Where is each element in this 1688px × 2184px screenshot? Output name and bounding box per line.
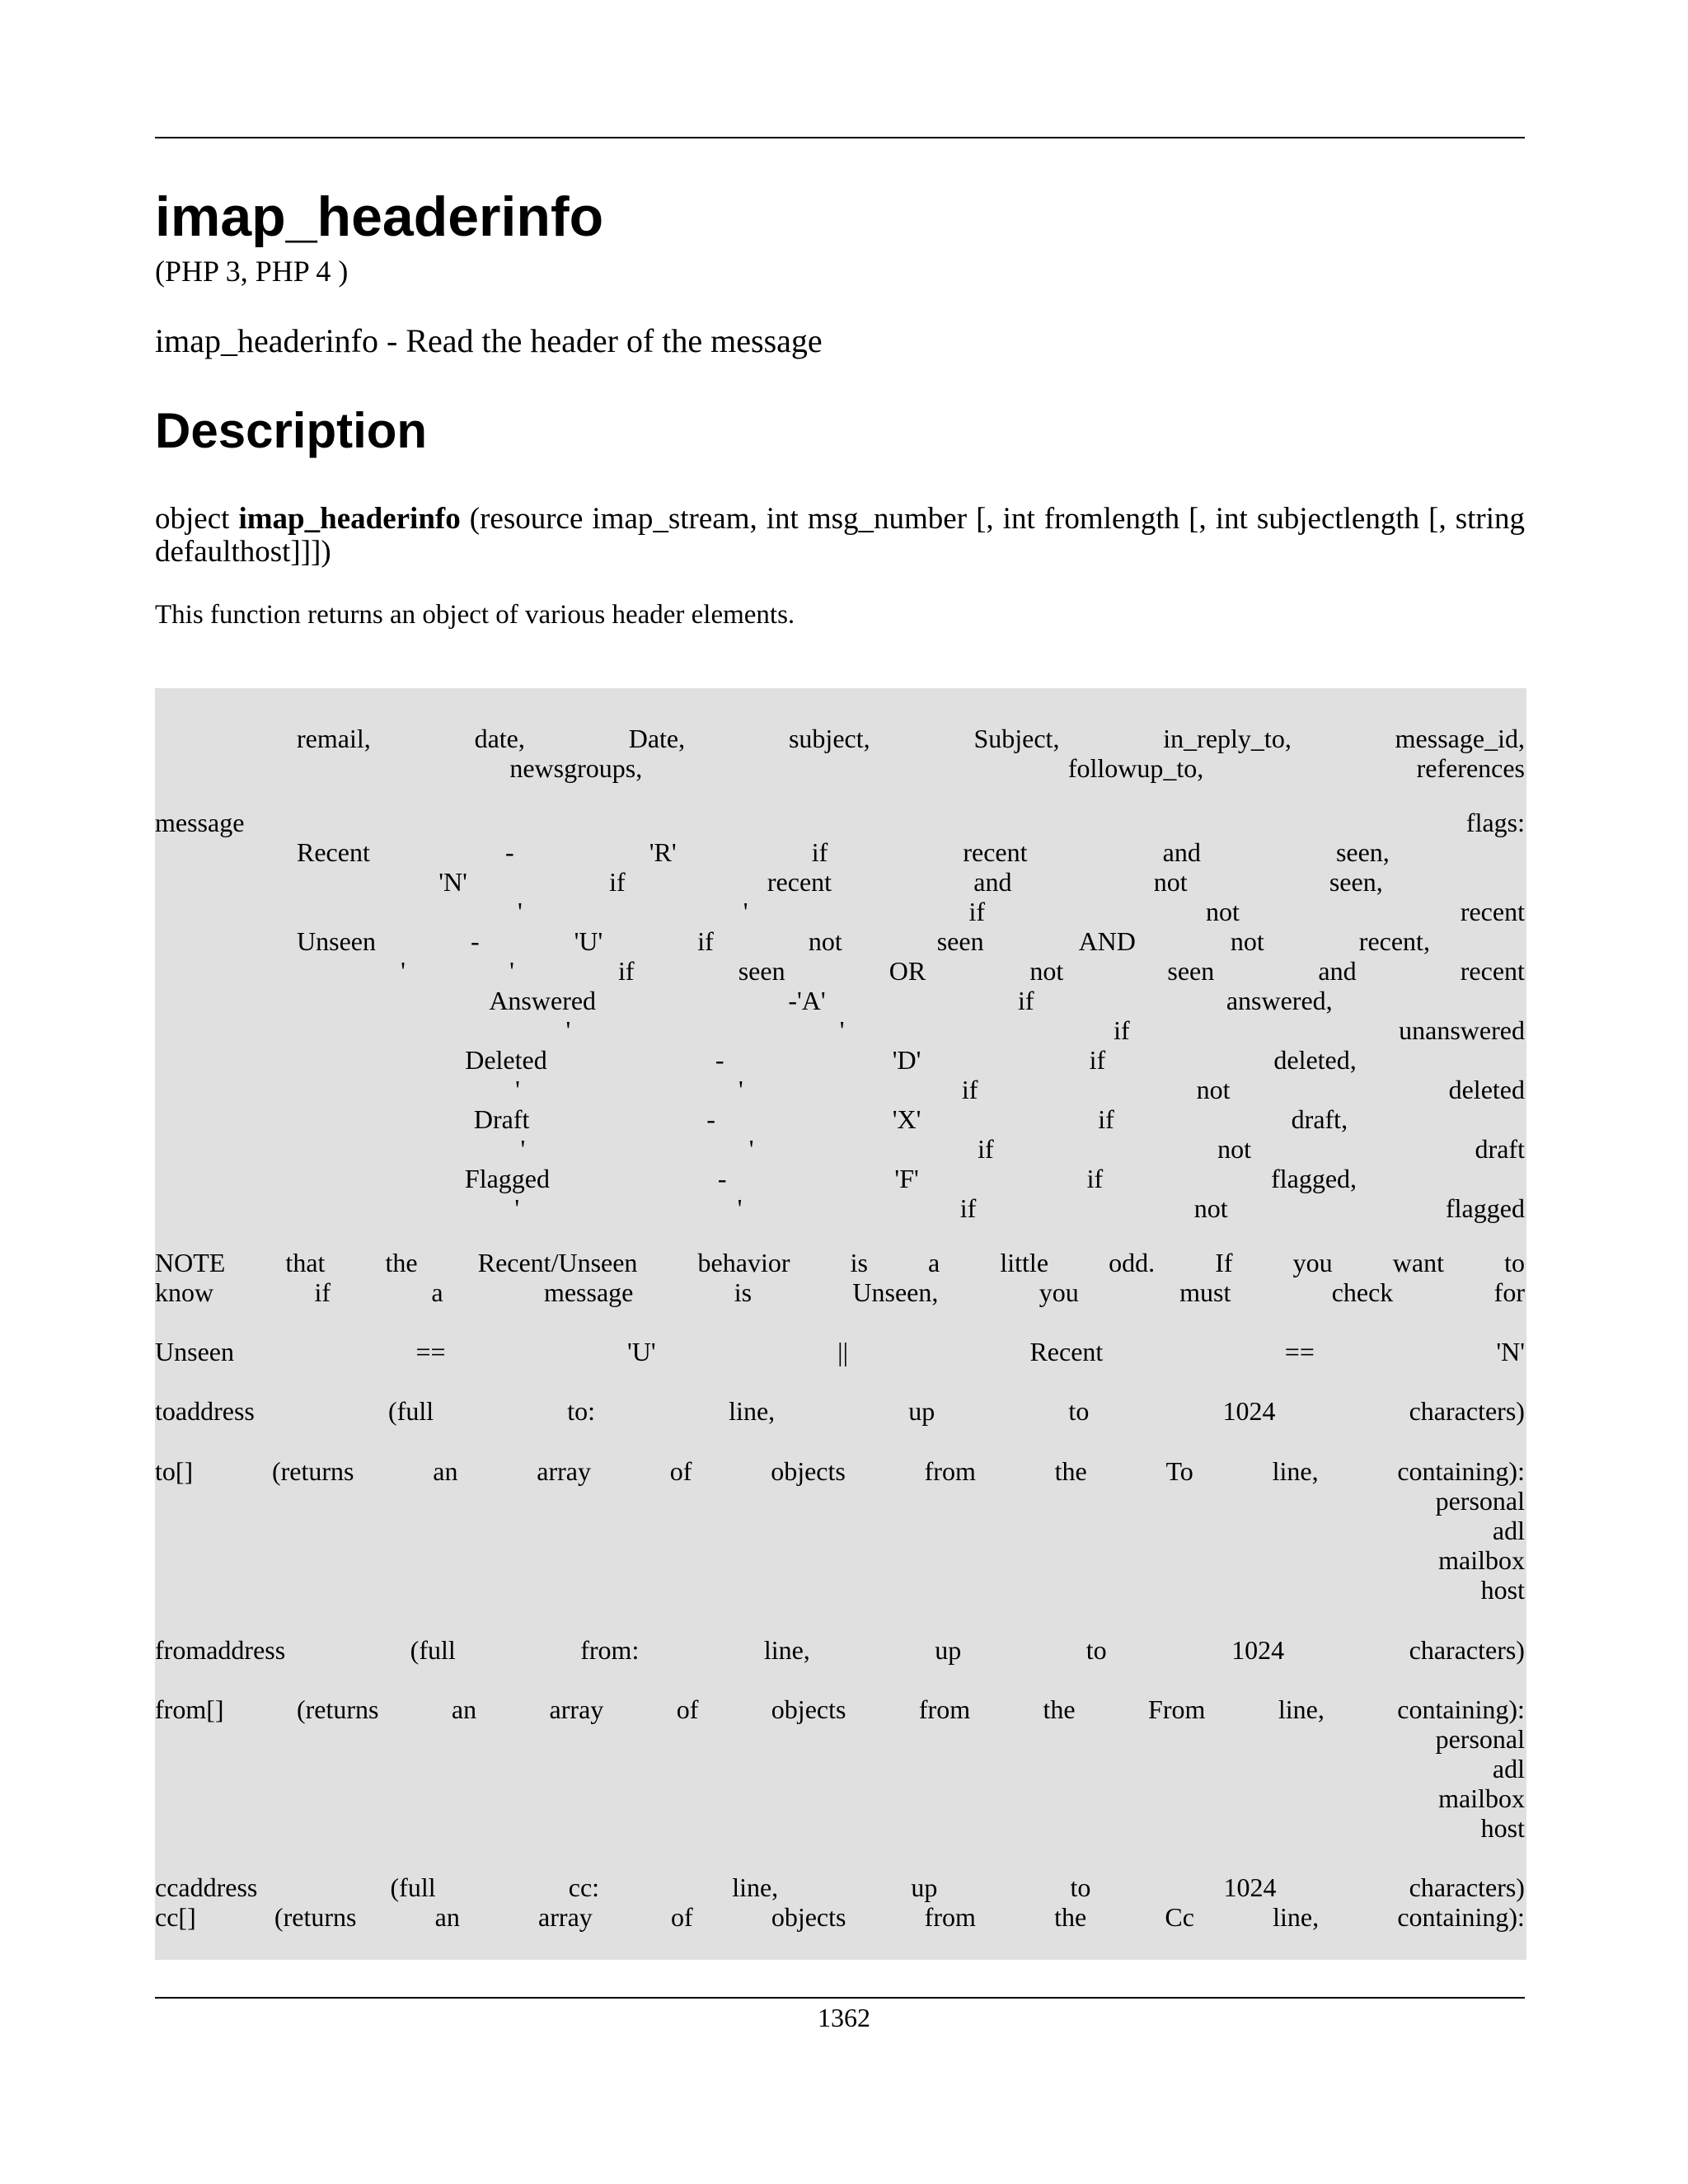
box-word: characters) bbox=[1409, 1396, 1525, 1426]
page-title: imap_headerinfo bbox=[155, 185, 604, 248]
box-word: From bbox=[1148, 1694, 1206, 1724]
box-line bbox=[297, 1015, 1525, 1045]
box-word: Cc bbox=[1165, 1902, 1194, 1932]
box-word: (returns bbox=[274, 1902, 357, 1932]
box-word: ' bbox=[515, 1075, 520, 1104]
box-line bbox=[155, 1396, 1525, 1426]
box-word: from bbox=[924, 1456, 976, 1486]
box-word: if bbox=[1017, 986, 1034, 1015]
box-word: -'A' bbox=[788, 986, 826, 1015]
box-word: flagged bbox=[1446, 1193, 1525, 1223]
box-word: line, bbox=[1278, 1694, 1325, 1724]
box-word: to bbox=[1085, 1635, 1107, 1665]
box-word: - bbox=[470, 926, 480, 956]
page-number: 1362 bbox=[818, 2003, 870, 2032]
box-line bbox=[297, 897, 1525, 926]
box-word: Date, bbox=[628, 724, 686, 753]
box-word: mailbox bbox=[1438, 1545, 1525, 1575]
box-word: adl bbox=[1492, 1516, 1525, 1545]
description-paragraph: This function returns an object of various header elements. bbox=[155, 600, 795, 630]
box-word: || bbox=[837, 1337, 848, 1366]
box-word: you bbox=[1292, 1248, 1333, 1277]
box-word: recent bbox=[963, 837, 1028, 867]
box-word: Recent bbox=[1029, 1337, 1104, 1366]
box-line bbox=[297, 926, 1525, 956]
box-word: to bbox=[1068, 1396, 1090, 1426]
box-word: ' bbox=[743, 897, 748, 926]
box-word: message_id, bbox=[1395, 724, 1525, 753]
box-line bbox=[297, 956, 1525, 986]
box-line bbox=[297, 1075, 1525, 1104]
box-word: - bbox=[706, 1104, 715, 1134]
box-word: ' bbox=[514, 1193, 520, 1223]
box-word: message bbox=[155, 808, 245, 837]
box-word: Draft bbox=[473, 1104, 530, 1134]
box-word: OR bbox=[889, 956, 926, 986]
box-word: to[] bbox=[155, 1456, 194, 1486]
box-word: up bbox=[911, 1872, 938, 1902]
box-word: ' bbox=[738, 1075, 743, 1104]
box-line bbox=[155, 1872, 1525, 1902]
box-word: if bbox=[618, 956, 635, 986]
box-line bbox=[297, 1134, 1525, 1164]
php-versions: (PHP 3, PHP 4 ) bbox=[155, 255, 349, 288]
box-line bbox=[155, 1902, 1525, 1932]
box-word: line, bbox=[1273, 1902, 1320, 1932]
box-word: seen, bbox=[1329, 867, 1383, 897]
box-word: recent bbox=[1460, 956, 1525, 986]
box-word: ccaddress bbox=[155, 1872, 258, 1902]
box-word: flags: bbox=[1465, 808, 1525, 837]
box-word: objects bbox=[771, 1694, 846, 1724]
box-word: if bbox=[1114, 1015, 1130, 1045]
box-word: adl bbox=[1492, 1754, 1525, 1783]
box-word: line, bbox=[763, 1635, 810, 1665]
box-word: message bbox=[543, 1277, 634, 1307]
box-word: and bbox=[973, 867, 1012, 897]
box-word: not bbox=[1196, 1075, 1231, 1104]
box-word: 'N' bbox=[1496, 1337, 1525, 1366]
box-line bbox=[155, 1694, 1525, 1724]
box-line bbox=[297, 724, 1525, 753]
top-rule bbox=[155, 137, 1525, 138]
box-word: if bbox=[1086, 1164, 1104, 1193]
box-word: if bbox=[609, 867, 626, 897]
box-word: odd. bbox=[1109, 1248, 1156, 1277]
box-word: from bbox=[924, 1902, 976, 1932]
box-word: flagged, bbox=[1271, 1164, 1357, 1193]
box-word: if bbox=[811, 837, 828, 867]
box-word: newsgroups, bbox=[509, 753, 643, 783]
box-word: behavior bbox=[697, 1248, 790, 1277]
box-word: Unseen, bbox=[852, 1277, 939, 1307]
box-word: ' bbox=[565, 1015, 571, 1045]
box-word: array bbox=[538, 1902, 593, 1932]
box-word: 'U' bbox=[627, 1337, 656, 1366]
box-word: not bbox=[1217, 1134, 1252, 1164]
box-word: objects bbox=[771, 1456, 846, 1486]
synopsis-return-type: object bbox=[155, 502, 230, 536]
box-word: answered, bbox=[1226, 986, 1333, 1015]
box-word: containing): bbox=[1397, 1902, 1525, 1932]
box-word: in_reply_to, bbox=[1163, 724, 1292, 753]
box-line bbox=[297, 837, 1525, 867]
box-word: Answered bbox=[489, 986, 597, 1015]
box-word: not bbox=[1193, 1193, 1228, 1223]
box-word: (full bbox=[388, 1396, 434, 1426]
box-word: 'N' bbox=[438, 867, 467, 897]
box-word: (full bbox=[390, 1872, 436, 1902]
box-word: seen bbox=[738, 956, 785, 986]
box-word: if bbox=[961, 1075, 978, 1104]
box-word: and bbox=[1162, 837, 1201, 867]
box-word: Recent bbox=[297, 837, 370, 867]
box-line bbox=[155, 1456, 1525, 1486]
box-word: array bbox=[549, 1694, 604, 1724]
box-word: if bbox=[978, 1134, 994, 1164]
box-line bbox=[155, 1545, 1525, 1575]
box-word: recent, bbox=[1358, 926, 1430, 956]
box-word: an bbox=[434, 1902, 460, 1932]
box-word: the bbox=[385, 1248, 418, 1277]
box-word: is bbox=[734, 1277, 753, 1307]
box-line bbox=[155, 1635, 1525, 1665]
box-word: 'X' bbox=[892, 1104, 921, 1134]
box-word: check bbox=[1331, 1277, 1394, 1307]
box-word: Flagged bbox=[464, 1164, 550, 1193]
box-line bbox=[155, 1337, 1525, 1366]
box-word: deleted bbox=[1448, 1075, 1525, 1104]
box-word: array bbox=[537, 1456, 591, 1486]
box-line bbox=[155, 808, 1525, 837]
box-word: == bbox=[415, 1337, 446, 1366]
synopsis-params: (resource imap_stream, int msg_number [, int fromlength [, int subjectlength [, string defaulthost]]]) bbox=[155, 502, 1526, 569]
box-word: Unseen bbox=[297, 926, 376, 956]
box-word: containing): bbox=[1397, 1456, 1525, 1486]
box-word: 'R' bbox=[649, 837, 677, 867]
box-word: line, bbox=[1272, 1456, 1319, 1486]
box-line bbox=[155, 1813, 1525, 1843]
function-synopsis bbox=[155, 503, 1525, 569]
description-heading: Description bbox=[155, 403, 428, 458]
box-word: date, bbox=[474, 724, 525, 753]
box-word: for bbox=[1493, 1277, 1525, 1307]
box-word: is bbox=[850, 1248, 868, 1277]
box-word: - bbox=[717, 1164, 727, 1193]
box-word: to bbox=[1070, 1872, 1091, 1902]
box-word: must bbox=[1179, 1277, 1231, 1307]
box-word: and bbox=[1318, 956, 1357, 986]
box-word: ' bbox=[520, 1134, 526, 1164]
box-word: seen, bbox=[1335, 837, 1390, 867]
box-word: want bbox=[1392, 1248, 1444, 1277]
box-line bbox=[155, 1575, 1525, 1605]
box-word: ' bbox=[737, 1193, 743, 1223]
box-word: if bbox=[1098, 1104, 1114, 1134]
box-word: not bbox=[1230, 926, 1264, 956]
box-word: from bbox=[918, 1694, 971, 1724]
box-word: up bbox=[908, 1396, 935, 1426]
box-word: not bbox=[808, 926, 842, 956]
box-word: (returns bbox=[296, 1694, 379, 1724]
box-word: not bbox=[1029, 956, 1064, 986]
box-word: you bbox=[1039, 1277, 1079, 1307]
box-word: unanswered bbox=[1399, 1015, 1525, 1045]
box-word: personal bbox=[1435, 1486, 1525, 1516]
box-line bbox=[297, 986, 1525, 1015]
box-word: subject, bbox=[788, 724, 870, 753]
box-word: fromaddress bbox=[155, 1635, 286, 1665]
box-word: Subject, bbox=[973, 724, 1060, 753]
box-word: 1024 bbox=[1223, 1872, 1277, 1902]
box-word: if bbox=[959, 1193, 977, 1223]
box-word: characters) bbox=[1409, 1872, 1525, 1902]
box-word: host bbox=[1480, 1575, 1525, 1605]
box-word: the bbox=[1054, 1902, 1087, 1932]
box-word: the bbox=[1043, 1694, 1076, 1724]
box-word: 'D' bbox=[892, 1045, 921, 1075]
synopsis-function-name: imap_headerinfo bbox=[238, 502, 461, 536]
header-elements-box bbox=[155, 688, 1526, 1960]
box-line bbox=[155, 1783, 1525, 1813]
box-word: toaddress bbox=[155, 1396, 255, 1426]
box-line bbox=[297, 1193, 1525, 1223]
box-word: a bbox=[431, 1277, 443, 1307]
box-word: of bbox=[676, 1694, 699, 1724]
box-word: To bbox=[1165, 1456, 1193, 1486]
box-word: (returns bbox=[271, 1456, 354, 1486]
box-word: draft bbox=[1475, 1134, 1525, 1164]
box-word: from[] bbox=[155, 1694, 224, 1724]
box-line bbox=[155, 1248, 1525, 1277]
box-word: personal bbox=[1435, 1724, 1525, 1754]
box-word: that bbox=[285, 1248, 326, 1277]
box-word: not bbox=[1205, 897, 1240, 926]
box-word: NOTE bbox=[155, 1248, 226, 1277]
box-line bbox=[155, 1754, 1525, 1783]
box-word: If bbox=[1215, 1248, 1233, 1277]
box-word: of bbox=[669, 1456, 692, 1486]
box-word: containing): bbox=[1397, 1694, 1525, 1724]
box-word: remail, bbox=[297, 724, 371, 753]
box-word: of bbox=[670, 1902, 693, 1932]
box-word: line, bbox=[729, 1396, 776, 1426]
box-word: ' bbox=[401, 956, 406, 986]
box-word: 'F' bbox=[894, 1164, 919, 1193]
box-word: up bbox=[935, 1635, 962, 1665]
box-word: know bbox=[155, 1277, 214, 1307]
box-word: to bbox=[1504, 1248, 1525, 1277]
box-word: (full bbox=[410, 1635, 456, 1665]
box-word: 1024 bbox=[1222, 1396, 1276, 1426]
box-word: ' bbox=[839, 1015, 845, 1045]
box-word: host bbox=[1480, 1813, 1525, 1843]
box-word: objects bbox=[771, 1902, 846, 1932]
box-word: Deleted bbox=[465, 1045, 547, 1075]
box-word: little bbox=[1000, 1248, 1049, 1277]
box-word: if bbox=[968, 897, 985, 926]
box-word: draft, bbox=[1291, 1104, 1348, 1134]
box-word: line, bbox=[732, 1872, 779, 1902]
box-word: 1024 bbox=[1231, 1635, 1285, 1665]
box-word: ' bbox=[509, 956, 514, 986]
box-word: the bbox=[1054, 1456, 1087, 1486]
box-word: ' bbox=[748, 1134, 754, 1164]
box-word: seen bbox=[1167, 956, 1215, 986]
box-word: recent bbox=[1460, 897, 1525, 926]
box-word: a bbox=[928, 1248, 940, 1277]
box-word: Recent/Unseen bbox=[477, 1248, 638, 1277]
box-word: an bbox=[451, 1694, 477, 1724]
box-line bbox=[155, 1486, 1525, 1516]
box-line bbox=[297, 753, 1525, 783]
box-word: if bbox=[1089, 1045, 1106, 1075]
box-word: Unseen bbox=[155, 1337, 234, 1366]
box-word: - bbox=[715, 1045, 724, 1075]
box-line bbox=[297, 1104, 1525, 1134]
box-word: cc: bbox=[568, 1872, 600, 1902]
box-word: if bbox=[697, 926, 714, 956]
box-word: ' bbox=[517, 897, 523, 926]
box-line bbox=[155, 1277, 1525, 1307]
box-word: seen bbox=[936, 926, 984, 956]
box-line bbox=[297, 1045, 1525, 1075]
box-line bbox=[297, 867, 1525, 897]
box-line bbox=[155, 1516, 1525, 1545]
box-word: references bbox=[1416, 753, 1525, 783]
box-word: mailbox bbox=[1438, 1783, 1525, 1813]
box-word: AND bbox=[1078, 926, 1136, 956]
box-word: to: bbox=[567, 1396, 596, 1426]
box-word: an bbox=[433, 1456, 458, 1486]
box-word: characters) bbox=[1409, 1635, 1525, 1665]
box-line bbox=[155, 1724, 1525, 1754]
box-word: not bbox=[1153, 867, 1188, 897]
refpurpose: imap_headerinfo - Read the header of the message bbox=[155, 322, 823, 359]
bottom-rule bbox=[155, 1997, 1525, 1999]
box-word: if bbox=[314, 1277, 331, 1307]
box-word: recent bbox=[767, 867, 832, 897]
box-word: followup_to, bbox=[1067, 753, 1204, 783]
box-word: cc[] bbox=[155, 1902, 196, 1932]
box-word: == bbox=[1284, 1337, 1315, 1366]
box-line bbox=[297, 1164, 1525, 1193]
box-word: 'U' bbox=[574, 926, 603, 956]
box-word: - bbox=[504, 837, 514, 867]
box-word: from: bbox=[580, 1635, 640, 1665]
box-word: deleted, bbox=[1273, 1045, 1357, 1075]
